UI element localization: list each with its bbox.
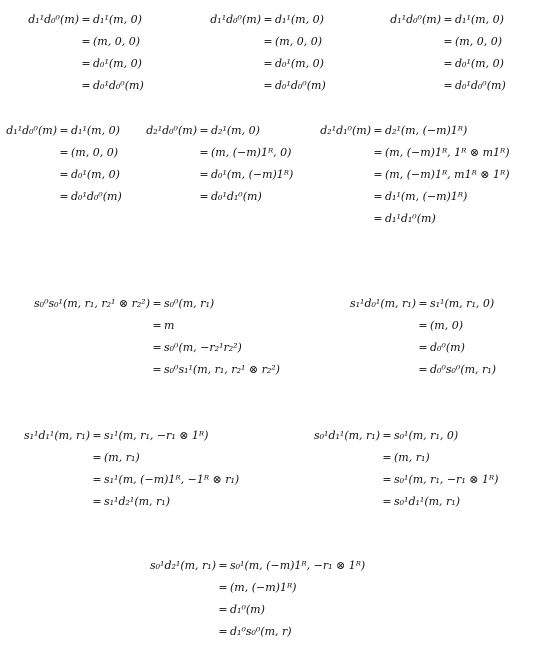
equals-sign: = [218, 581, 228, 594]
equals-sign: = [152, 363, 162, 376]
equation-rhs: (m, (−m)1ᴿ, 1ᴿ ⊗ m1ᴿ) [385, 146, 510, 159]
equation-lhs: d₂¹d₀⁰(m) [146, 124, 197, 137]
equals-sign: = [59, 124, 69, 137]
equation-block [348, 293, 496, 381]
equals-sign: = [373, 146, 383, 159]
equation-lhs: d₂¹d₁⁰(m) [320, 124, 371, 137]
equation-line [318, 186, 510, 208]
equation-lhs: s₀⁰s₀¹(m, r₁, r₂¹ ⊗ r₂²) [34, 297, 150, 310]
equation-line [144, 120, 293, 142]
equation-line [144, 142, 293, 164]
equals-sign: = [92, 429, 102, 442]
equation-line [312, 491, 498, 513]
equation-lhs: s₀¹d₁¹(m, r₁) [314, 429, 380, 442]
equals-sign: = [382, 451, 392, 464]
equals-sign: = [443, 79, 453, 92]
equals-sign: = [81, 57, 91, 70]
equation-rhs: d₀¹d₀⁰(m) [455, 79, 506, 92]
equation-rhs: d₀¹(m, 0) [93, 57, 142, 70]
equation-line [318, 164, 510, 186]
equals-sign: = [263, 13, 273, 26]
equation-line [26, 75, 144, 97]
equals-sign: = [373, 190, 383, 203]
equals-sign: = [218, 559, 228, 572]
equals-sign: = [59, 146, 69, 159]
equation-line [312, 469, 498, 491]
equation-rhs: d₀¹d₀⁰(m) [71, 190, 122, 203]
equation-rhs: (m, 0, 0) [455, 35, 502, 48]
equation-rhs: d₀¹(m, 0) [71, 168, 120, 181]
equation-lhs: d₁¹d₀⁰(m) [28, 13, 79, 26]
equation-rhs: s₁¹(m, r₁, −r₁ ⊗ 1ᴿ) [104, 429, 209, 442]
equation-rhs: (m, 0, 0) [275, 35, 322, 48]
equation-line [144, 186, 293, 208]
equation-line [148, 599, 365, 621]
equation-line [4, 186, 122, 208]
equation-block [312, 425, 498, 513]
equation-lhs: s₁¹d₁¹(m, r₁) [24, 429, 90, 442]
equation-line [348, 293, 496, 315]
equals-sign: = [418, 341, 428, 354]
equation-line [388, 9, 506, 31]
equation-block [22, 425, 239, 513]
equation-rhs: s₀⁰s₁¹(m, r₁, r₂¹ ⊗ r₂²) [164, 363, 280, 376]
equation-rhs: d₂¹(m, 0) [211, 124, 260, 137]
equation-rhs: d₁¹(m, (−m)1ᴿ) [385, 190, 468, 203]
equation-lhs: d₁¹d₀⁰(m) [6, 124, 57, 137]
equation-rhs: d₂¹(m, (−m)1ᴿ) [385, 124, 468, 137]
equals-sign: = [199, 146, 209, 159]
equals-sign: = [382, 429, 392, 442]
equation-block [208, 9, 326, 97]
equation-line [148, 555, 365, 577]
equation-line [348, 359, 496, 381]
equation-rhs: d₀¹(m, 0) [275, 57, 324, 70]
equals-sign: = [152, 297, 162, 310]
equals-sign: = [199, 124, 209, 137]
equals-sign: = [382, 473, 392, 486]
equation-line [4, 120, 122, 142]
equation-rhs: d₁¹(m, 0) [275, 13, 324, 26]
equation-line [208, 75, 326, 97]
equation-line [388, 53, 506, 75]
equation-line [26, 53, 144, 75]
equation-rhs: s₀⁰(m, r₁) [164, 297, 215, 310]
equals-sign: = [59, 190, 69, 203]
equation-rhs: s₁¹d₂¹(m, r₁) [104, 495, 170, 508]
equation-rhs: (m, 0, 0) [93, 35, 140, 48]
equals-sign: = [92, 473, 102, 486]
equation-line [208, 9, 326, 31]
equation-line [148, 621, 365, 643]
equation-line [312, 447, 498, 469]
equation-line [26, 31, 144, 53]
equation-line [22, 469, 239, 491]
equals-sign: = [92, 451, 102, 464]
equation-rhs: (m, r₁) [394, 451, 430, 464]
equation-rhs: (m, 0, 0) [71, 146, 118, 159]
equals-sign: = [373, 168, 383, 181]
equation-rhs: d₀⁰(m) [430, 341, 465, 354]
equation-line [32, 359, 280, 381]
equation-line [312, 425, 498, 447]
equation-line [348, 315, 496, 337]
equation-line [388, 31, 506, 53]
equation-lhs: d₁¹d₀⁰(m) [390, 13, 441, 26]
equation-line [22, 425, 239, 447]
equals-sign: = [263, 35, 273, 48]
equation-block [318, 120, 510, 230]
equation-line [32, 293, 280, 315]
equation-rhs: (m, 0) [430, 319, 464, 332]
equation-block [26, 9, 144, 97]
equation-line [318, 142, 510, 164]
equals-sign: = [81, 13, 91, 26]
equals-sign: = [418, 363, 428, 376]
equation-line [22, 447, 239, 469]
equation-lhs: s₀¹d₂¹(m, r₁) [150, 559, 216, 572]
equation-block [388, 9, 506, 97]
equation-line [4, 142, 122, 164]
equals-sign: = [418, 319, 428, 332]
equation-line [26, 9, 144, 31]
equation-rhs: (m, (−m)1ᴿ, m1ᴿ ⊗ 1ᴿ) [385, 168, 510, 181]
equation-line [4, 164, 122, 186]
equation-rhs: d₁¹(m, 0) [455, 13, 504, 26]
equation-line [32, 337, 280, 359]
equation-rhs: d₀¹d₀⁰(m) [93, 79, 144, 92]
equation-line [208, 31, 326, 53]
equals-sign: = [92, 495, 102, 508]
equation-rhs: s₁¹(m, r₁, 0) [430, 297, 495, 310]
equals-sign: = [382, 495, 392, 508]
equation-block [148, 555, 365, 643]
equation-block [144, 120, 293, 208]
equation-line [388, 75, 506, 97]
equation-line [32, 315, 280, 337]
equation-rhs: m [164, 319, 175, 332]
equals-sign: = [218, 603, 228, 616]
equals-sign: = [418, 297, 428, 310]
equals-sign: = [373, 212, 383, 225]
equals-sign: = [443, 57, 453, 70]
equals-sign: = [152, 341, 162, 354]
equation-rhs: d₀¹d₀⁰(m) [275, 79, 326, 92]
equation-rhs: d₀¹(m, 0) [455, 57, 504, 70]
equals-sign: = [81, 35, 91, 48]
equation-lhs: s₁¹d₀¹(m, r₁) [350, 297, 416, 310]
equals-sign: = [199, 168, 209, 181]
equation-line [348, 337, 496, 359]
equation-rhs: s₁¹(m, (−m)1ᴿ, −1ᴿ ⊗ r₁) [104, 473, 240, 486]
equation-rhs: d₀¹(m, (−m)1ᴿ) [211, 168, 294, 181]
equation-rhs: (m, (−m)1ᴿ, 0) [211, 146, 292, 159]
equation-rhs: s₀¹d₁¹(m, r₁) [394, 495, 460, 508]
equals-sign: = [152, 319, 162, 332]
equation-rhs: d₁¹(m, 0) [71, 124, 120, 137]
equation-rhs: d₀⁰s₀⁰(m, r₁) [430, 363, 496, 376]
equation-line [22, 491, 239, 513]
equation-rhs: (m, r₁) [104, 451, 140, 464]
equation-line [208, 53, 326, 75]
equals-sign: = [373, 124, 383, 137]
equation-rhs: s₀¹(m, r₁, −r₁ ⊗ 1ᴿ) [394, 473, 499, 486]
equation-rhs: s₀¹(m, r₁, 0) [394, 429, 459, 442]
equation-line [144, 164, 293, 186]
equation-rhs: s₀¹(m, (−m)1ᴿ, −r₁ ⊗ 1ᴿ) [230, 559, 366, 572]
equation-line [318, 208, 510, 230]
equation-rhs: (m, (−m)1ᴿ) [230, 581, 297, 594]
equation-line [148, 577, 365, 599]
equals-sign: = [81, 79, 91, 92]
equals-sign: = [443, 13, 453, 26]
equals-sign: = [263, 79, 273, 92]
equation-rhs: d₁¹(m, 0) [93, 13, 142, 26]
equation-lhs: d₁¹d₀⁰(m) [210, 13, 261, 26]
equation-rhs: d₁⁰(m) [230, 603, 265, 616]
equation-rhs: d₁¹d₁⁰(m) [385, 212, 436, 225]
equals-sign: = [199, 190, 209, 203]
equals-sign: = [59, 168, 69, 181]
equation-line [318, 120, 510, 142]
equals-sign: = [263, 57, 273, 70]
equals-sign: = [443, 35, 453, 48]
equals-sign: = [218, 625, 228, 638]
equation-rhs: d₀¹d₁⁰(m) [211, 190, 262, 203]
equation-rhs: s₀⁰(m, −r₂¹r₂²) [164, 341, 242, 354]
equation-rhs: d₁⁰s₀⁰(m, r) [230, 625, 292, 638]
equation-block [4, 120, 122, 208]
equation-block [32, 293, 280, 381]
